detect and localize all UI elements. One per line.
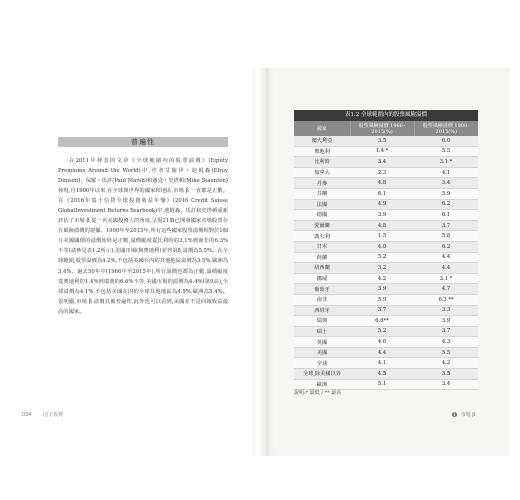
country-cell: 德國	[294, 210, 350, 221]
chapter-title: 市場 β	[460, 412, 476, 418]
table-row	[294, 284, 478, 295]
value-cell: 5.1	[350, 379, 414, 390]
value-cell: 5.9	[350, 294, 414, 305]
value-cell: 5.9	[414, 188, 478, 199]
country-cell: 西班牙	[294, 305, 350, 316]
table-note: 說明:* 最低 / ** 最高	[294, 390, 342, 396]
column-header: 國家	[294, 121, 350, 136]
value-cell: 4.2	[414, 358, 478, 369]
value-cell: 4.5	[350, 369, 414, 380]
chapter-number-icon: 1	[453, 412, 456, 417]
table-row	[294, 136, 478, 146]
value-cell: 3.5	[414, 369, 478, 380]
table-row	[294, 220, 478, 231]
table-row	[294, 263, 478, 274]
value-cell: 4.1	[350, 358, 414, 369]
value-cell: 4.4	[414, 252, 478, 263]
country-cell: 加拿大	[294, 167, 350, 178]
value-cell: 5.2	[350, 326, 414, 337]
value-cell: 4.8	[350, 220, 414, 231]
country-cell: 澳大利亞	[294, 136, 350, 146]
value-cell: 4.6	[350, 337, 414, 348]
book-title: 因子投資	[43, 412, 64, 418]
table-row	[294, 358, 478, 369]
column-header: 股票風險溢價 1900–2015(%)	[414, 121, 478, 136]
value-cell: 6.6**	[350, 316, 414, 327]
table-row	[294, 199, 478, 210]
value-cell: 3.9	[350, 210, 414, 221]
value-cell: 6.0	[414, 136, 478, 146]
column-header: 股票風險溢價 1966–2015(%)	[350, 121, 414, 136]
table-row	[294, 305, 478, 316]
value-cell: 1.5	[350, 231, 414, 242]
country-cell: 法國	[294, 199, 350, 210]
value-cell: 5.8	[414, 231, 478, 242]
value-cell: 6.2	[414, 241, 478, 252]
country-cell: 愛爾蘭	[294, 220, 350, 231]
table-row	[294, 178, 478, 189]
table-row	[294, 294, 478, 305]
value-cell: 4.8	[350, 178, 414, 189]
country-cell: 義大利	[294, 231, 350, 242]
table-row	[294, 326, 478, 337]
table-row	[294, 347, 478, 358]
value-cell: 3.2	[350, 263, 414, 274]
country-cell: 瑞典	[294, 316, 350, 327]
country-cell: 芬蘭	[294, 188, 350, 199]
risk-premium-table	[294, 121, 478, 390]
value-cell: 5.5	[414, 347, 478, 358]
table-row	[294, 241, 478, 252]
country-cell: 丹麥	[294, 178, 350, 189]
country-cell: 荷蘭	[294, 252, 350, 263]
country-cell: 瑞士	[294, 326, 350, 337]
value-cell: 6.1	[414, 210, 478, 221]
value-cell: 4.1	[414, 167, 478, 178]
page-number: 034	[22, 412, 32, 418]
table-row	[294, 337, 478, 348]
table-caption: 表1.2 全球範圍內的股票風險溢價	[294, 110, 478, 121]
country-cell: 紐西蘭	[294, 263, 350, 274]
table-row	[294, 231, 478, 242]
table-row	[294, 369, 478, 380]
table-row	[294, 316, 478, 327]
section-heading: 普遍性	[58, 137, 228, 147]
value-cell: 3.1 *	[414, 273, 478, 284]
value-cell: 3.4	[414, 178, 478, 189]
country-cell: 奧地利	[294, 146, 350, 157]
value-cell: 3.9	[350, 284, 414, 295]
value-cell: 3.1 *	[414, 157, 478, 168]
value-cell: 3.9	[414, 316, 478, 327]
value-cell: 3.7	[414, 326, 478, 337]
country-cell: 南非	[294, 294, 350, 305]
right-folio	[452, 411, 475, 418]
value-cell: 3.7	[414, 220, 478, 231]
country-cell: 挪威	[294, 273, 350, 284]
paragraph: 在2011年發表的文章《全球範圍內的股票溢價》(Equity Premiums Around the World)中,作者艾羅伊・迪姆森(Elroy Dimson)、保羅・馬許(Paul Marsh)和邁克・史塔頓(Mike Staunton)發現,自1900年以來,在全球與世界的國家和地區,市場 β 一直都是正數。在《2016年瑞士信貸全球投資收益年鑒》(2016 Credit Suisse GlobalInvestment Returns Yearbook)中,迪姆森、馬許和史塔頓重新評估了市場 β,從一名美國投資人的角度,呈現21個已開發國家市場股票存在風險溢價的證據。1900年至2015年,所有這些國家股票溢價相對於1個月美國國債的溢價始終是正數,溢價幅度從比利時的3.1%到南非的6.3%不等(請參見表1.2所示),美國市場(與奧地利)並列第8,溢價為5.5%。在全球範圍,股票溢價為4.2%,不包括美國在內的其他地區溢價為3.5%,歐洲為3.4%。過去50年中(1966年至2015年),所有溢價也都為正數,溢價幅度從奧地利的1.4%到瑞典的6.6%不等,美國市場的溢價為4.4%(第9高),全球溢價為4.1%,不包括美國在內的全球其他地區為4.5%,歐洲為5.4%。很明顯,市場 β 溢價具備普遍性,此外也可以看到,美國並不是回報收益最高的國家。	[58, 158, 228, 315]
country-cell: 日本	[294, 241, 350, 252]
body-text	[58, 156, 228, 317]
country-cell: 美國	[294, 347, 350, 358]
table-row	[294, 210, 478, 221]
table-header-row	[294, 121, 478, 136]
country-cell: 全球,除美國以外	[294, 369, 350, 380]
value-cell: 4.0	[350, 241, 414, 252]
value-cell: 6.1	[350, 188, 414, 199]
value-cell: 4.4	[414, 263, 478, 274]
table-row	[294, 188, 478, 199]
left-folio	[22, 411, 63, 418]
table-row	[294, 157, 478, 168]
value-cell: 4.4	[350, 347, 414, 358]
table-row	[294, 167, 478, 178]
country-cell: 葡萄牙	[294, 284, 350, 295]
value-cell: 6.3 **	[414, 294, 478, 305]
value-cell: 3.4	[414, 379, 478, 390]
country-cell: 比利時	[294, 157, 350, 168]
book-gutter	[252, 68, 266, 456]
value-cell: 3.5	[350, 136, 414, 146]
table-row	[294, 252, 478, 263]
value-cell: 2.3	[350, 167, 414, 178]
country-cell: 歐洲	[294, 379, 350, 390]
country-cell: 英國	[294, 337, 350, 348]
value-cell: 6.2	[414, 199, 478, 210]
value-cell: 4.2	[350, 273, 414, 284]
country-cell: 全球	[294, 358, 350, 369]
value-cell: 3.4	[350, 157, 414, 168]
value-cell: 5.5	[414, 146, 478, 157]
value-cell: 1.4 *	[350, 146, 414, 157]
value-cell: 4.9	[350, 199, 414, 210]
table-row	[294, 273, 478, 284]
value-cell: 4.7	[414, 284, 478, 295]
table-row	[294, 146, 478, 157]
value-cell: 4.3	[414, 337, 478, 348]
value-cell: 5.2	[350, 252, 414, 263]
value-cell: 3.7	[350, 305, 414, 316]
value-cell: 3.3	[414, 305, 478, 316]
